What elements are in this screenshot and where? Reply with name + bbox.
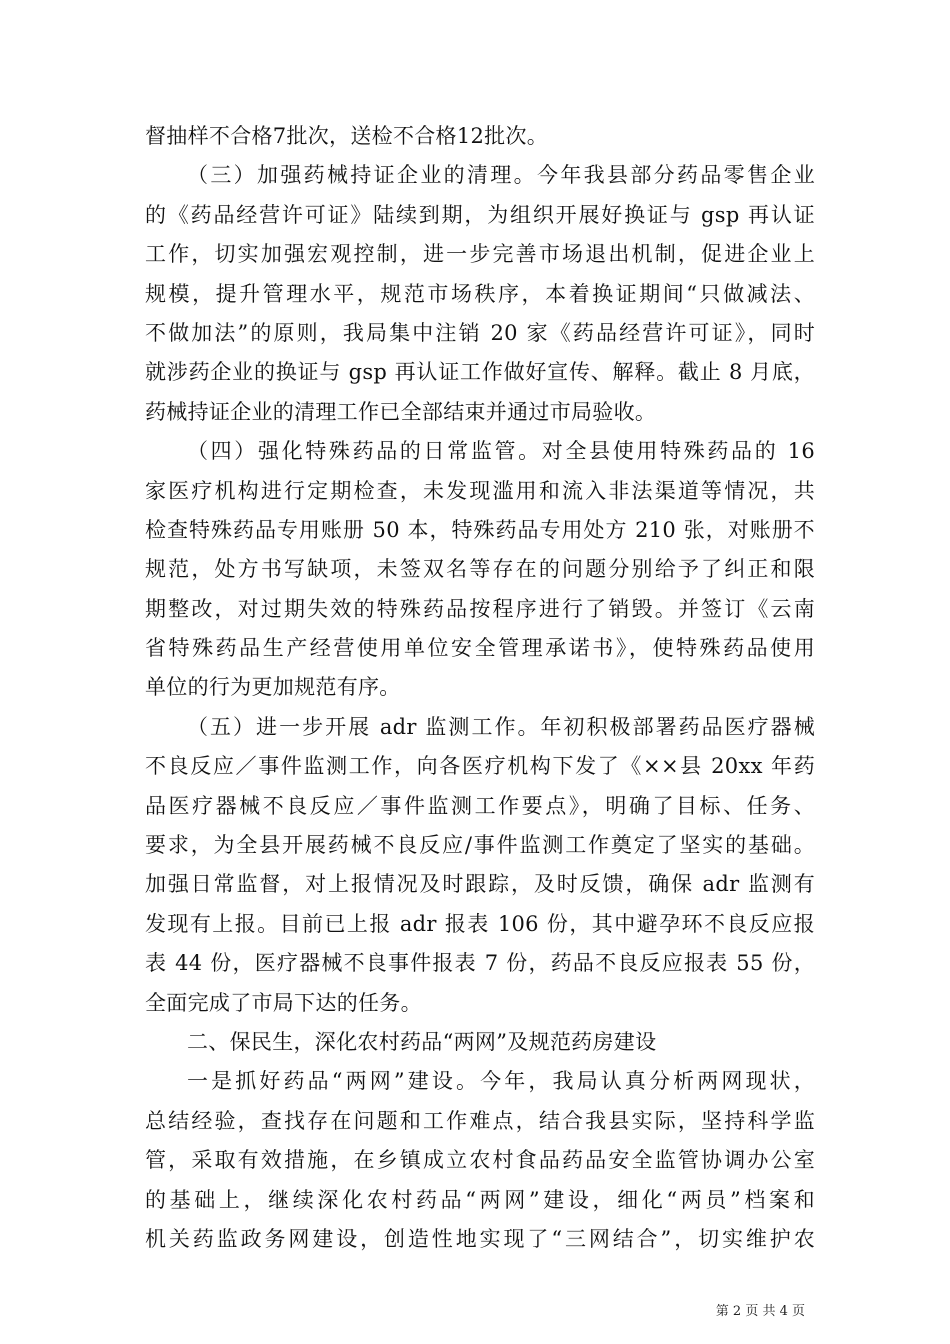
text-line: 单位的行为更加规范有序。 [145, 675, 401, 700]
text-line: 一是抓好药品“两网”建设。今年，我局认真分析两网现状， [187, 1069, 815, 1094]
document-body [145, 117, 815, 1259]
text-line: 表 44 份，医疗器械不良事件报表 7 份，药品不良反应报表 55 份， [145, 951, 815, 976]
text-line: 工作，切实加强宏观控制，进一步完善市场退出机制，促进企业上 [145, 242, 815, 267]
page-number-footer: 第 2 页 共 4 页 [715, 1304, 805, 1319]
text-line: 加强日常监督，对上报情况及时跟踪，及时反馈，确保 adr 监测有 [145, 872, 815, 897]
text-line: 不良反应／事件监测工作，向各医疗机构下发了《××县 20xx 年药 [145, 754, 815, 779]
text-line: 规范，处方书写缺项，未签双名等存在的问题分别给予了纠正和限 [145, 557, 815, 582]
text-line: 督抽样不合格7批次，送检不合格12批次。 [145, 124, 549, 148]
text-line: 期整改，对过期失效的特殊药品按程序进行了销毁。并签订《云南 [145, 596, 815, 621]
text-line: （三）加强药械持证企业的清理。今年我县部分药品零售企业 [187, 163, 815, 188]
text-line: 二、保民生，深化农村药品“两网”及规范药房建设 [187, 1029, 657, 1054]
text-line: 就涉药企业的换证与 gsp 再认证工作做好宣传、解释。截止 8 月底， [145, 360, 815, 385]
text-line: 品医疗器械不良反应／事件监测工作要点》，明确了目标、任务、 [145, 793, 815, 818]
text-line: 检查特殊药品专用账册 50 本，特殊药品专用处方 210 张，对账册不 [145, 517, 815, 542]
text-line: （五）进一步开展 adr 监测工作。年初积极部署药品医疗器械 [187, 714, 815, 739]
text-line: 的《药品经营许可证》陆续到期，为组织开展好换证与 gsp 再认证 [145, 202, 815, 227]
text-line: 药械持证企业的清理工作已全部结束并通过市局验收。 [145, 399, 657, 424]
text-line: 不做加法”的原则，我局集中注销 20 家《药品经营许可证》，同时 [145, 320, 815, 345]
text-line: 总结经验，查找存在问题和工作难点，结合我县实际，坚持科学监 [145, 1108, 815, 1133]
text-line: 管，采取有效措施，在乡镇成立农村食品药品安全监管协调办公室 [145, 1148, 815, 1173]
text-line: 的基础上，继续深化农村药品“两网”建设，细化“两员”档案和 [145, 1187, 815, 1212]
text-line: 规模，提升管理水平，规范市场秩序，本着换证期间“只做减法、 [145, 281, 815, 306]
text-line: 机关药监政务网建设，创造性地实现了“三网结合”，切实维护农 [145, 1226, 815, 1251]
text-line: 家医疗机构进行定期检查，未发现滥用和流入非法渠道等情况，共 [145, 478, 815, 503]
text-line: 发现有上报。目前已上报 adr 报表 106 份，其中避孕环不良反应报 [145, 911, 815, 936]
text-line: （四）强化特殊药品的日常监管。对全县使用特殊药品的 16 [187, 439, 815, 464]
text-line: 全面完成了市局下达的任务。 [145, 990, 422, 1015]
text-line: 要求，为全县开展药械不良反应/事件监测工作奠定了坚实的基础。 [145, 833, 815, 858]
text-line: 省特殊药品生产经营使用单位安全管理承诺书》，使特殊药品使用 [145, 636, 815, 661]
